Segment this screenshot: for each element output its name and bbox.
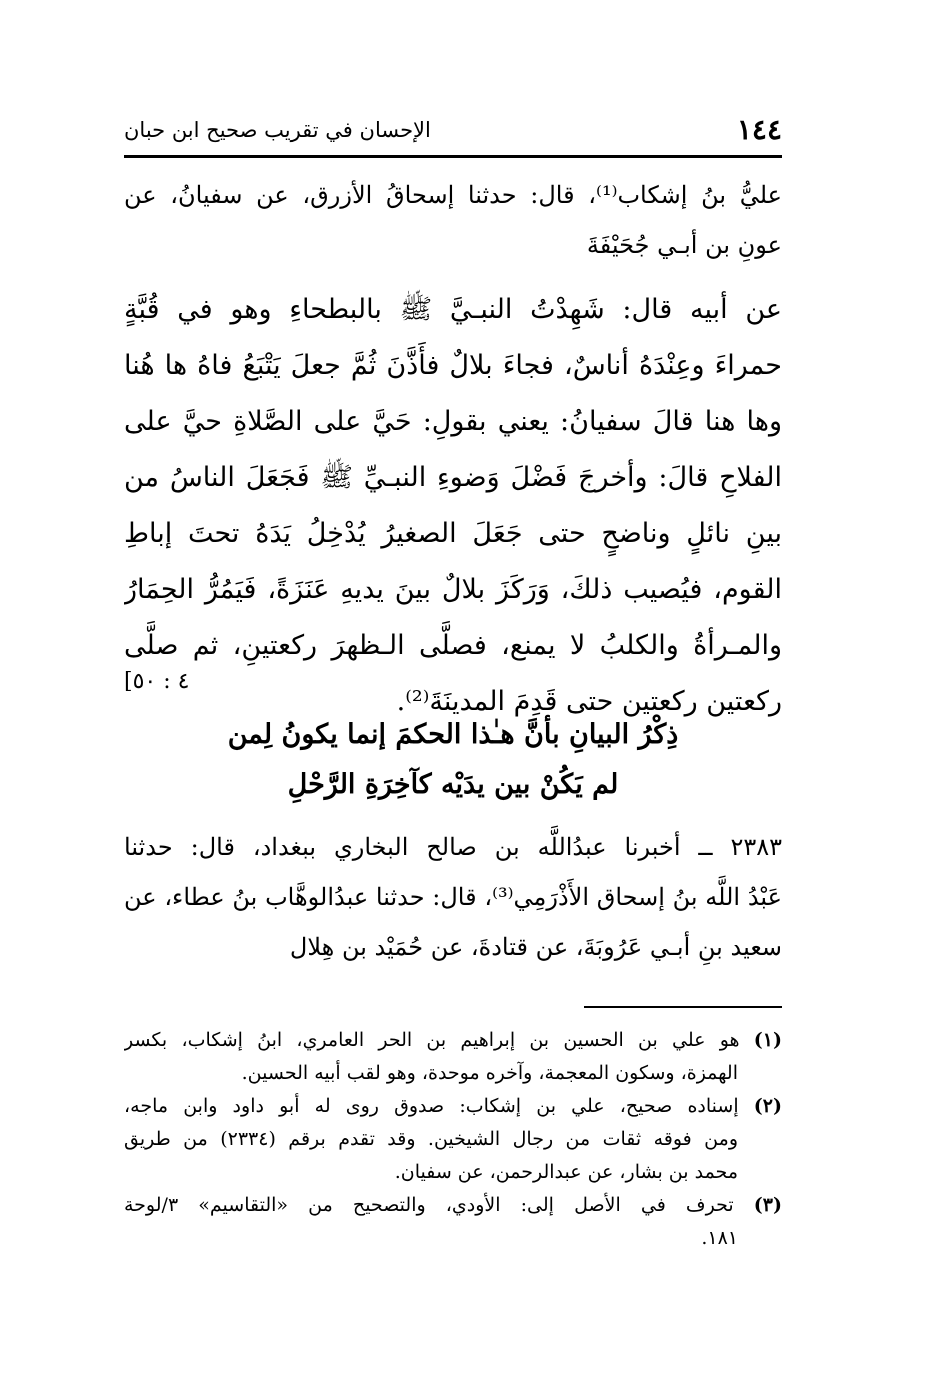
text-line: ٢٣٨٣ ــ أخبرنا عبدُاللَّه بن صالح البخاري ببغداد، قال: حدثنا [124,833,782,861]
text-line: والمـرأةُ والكلبُ لا يمنع، فصلَّى الـظهرَ ركعتينِ، ثم صلَّى [124,630,782,661]
footnote-number: (٣) [753,1194,782,1216]
text-line: القوم، فيُصيب ذلكَ، وَرَكَزَ بلالٌ بينَ يديهِ عَنَزَةً، فَيَمُرُّ الحِمَارُ [124,574,782,605]
footnote-text: هو علي بن الحسين بن إبراهيم بن الحر العامري، ابنُ إشكاب، بكسر [124,1029,740,1051]
text-line: عليُّ بنُ إشكاب⁽¹⁾، قال: حدثنا إسحاقُ الأزرق، عن سفيانُ، عن [124,181,782,209]
footnote-text: إسناده صحيح، علي بن إشكاب: صدوق روى له أبو داود وابن ماجه، [124,1095,739,1117]
footnote-line [124,1189,782,1222]
header-rule [124,155,782,158]
paragraph-hadith-matn [124,282,782,730]
footnote-line [124,1024,782,1057]
footnote-1 [124,1024,782,1090]
text-line: ركعتين ركعتين حتى قَدِمَ المدينَةَ⁽²⁾. [396,686,782,717]
reference-marker: [٤ : ٥٠ [124,669,190,694]
text-line: سعيد بنِ أبـي عَرُوبَةَ، عن قتادةَ، عن حُمَيْد بن هِلال [289,933,782,961]
text-line: وها هنا قالَ سفيانُ: يعني بقولِ: حَيَّ على الصَّلاةِ حيَّ على [124,406,782,437]
text-line: الفلاحِ قالَ: وأخرجَ فَضْلَ وَضوءِ النبـيِّ ﷺ فَجَعَلَ الناسُ من [124,462,782,493]
footnotes [124,1024,782,1255]
footnote-line [124,1090,782,1123]
footnote-2 [124,1090,782,1189]
footnote-line: الهمزة، وسكون المعجمة، وآخره موحدة، وهو لقب أبيه الحسين. [241,1062,738,1084]
heading-line: ذِكْرُ البيانِ بأنَّ هـٰذا الحكمَ إنما يكونُ لِمن [227,719,679,750]
paragraph-isnad-continuation [124,170,782,270]
footnote-line: ١٨١. [701,1227,738,1249]
text-line: عونِ بن أبـي جُحَيْفَةَ [586,231,782,259]
footnote-line: محمد بن بشار، عن عبدالرحمن، عن سفيان. [394,1161,738,1183]
section-heading [124,710,782,810]
text-line: عن أبيه قال: شَهِدْتُ النبـيَّ ﷺ بالبطحاءِ وهو في قُبَّةٍ [124,294,782,325]
running-title: الإحسان في تقريب صحيح ابن حبان [124,118,431,142]
footnote-line: ومن فوقه ثقات من رجال الشيخين. وقد تقدم برقم (٢٣٣٤) من طريق [124,1128,738,1150]
footnote-text: تحرف في الأصل إلى: الأودي، والتصحيح من «التقاسيم» ٣/لوحة [124,1194,734,1216]
text-line: بينِ نائلٍ وناضحٍ حتى جَعَلَ الصغيرُ يُدْخِلُ يَدَهُ تحتَ إباطِ [124,518,782,549]
paragraph-hadith-2383 [124,822,782,972]
page-number: ١٤٤ [736,113,782,146]
footnote-number: (٢) [753,1095,782,1117]
text-line: عَبْدُ اللَّه بنُ إسحاق الأَذْرَمِي⁽³⁾، قال: حدثنا عبدُالوهَّاب بنُ عطاء، عن [124,883,782,911]
heading-line: لم يَكُنْ بين يدَيْه كآخِرَةِ الرَّحْلِ [287,769,619,800]
page-header [124,112,782,152]
footnote-number: (١) [753,1029,782,1051]
footnote-separator [584,1006,782,1008]
footnote-3 [124,1189,782,1255]
text-line: حمراءَ وعِنْدَهُ أناسٌ، فجاءَ بلالٌ فأَذَّنَ ثُمَّ جعلَ يَتْبَعُ فاهُ ها هُنا [124,350,782,381]
